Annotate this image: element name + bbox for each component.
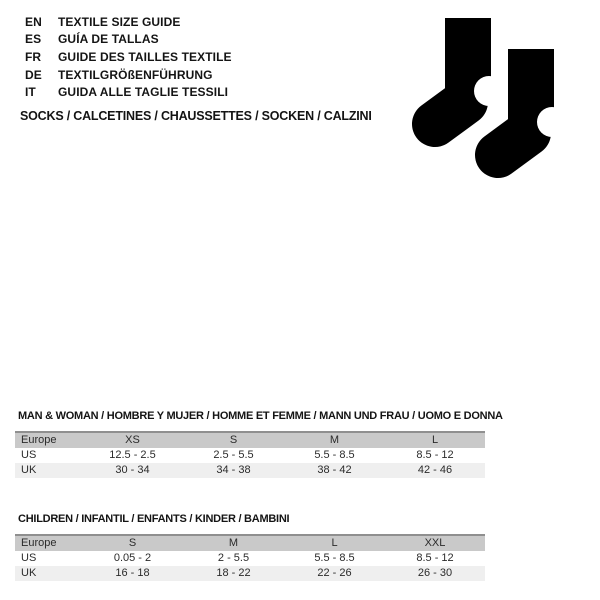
- size-value: 18 - 22: [216, 567, 251, 579]
- language-title: GUIDA ALLE TAGLIE TESSILI: [58, 85, 229, 100]
- column-header-size: L: [331, 537, 338, 549]
- language-row-de: [25, 66, 232, 84]
- table-header-row: [15, 535, 485, 551]
- column-header-region: Europe: [21, 434, 57, 446]
- sock-back: [435, 18, 491, 124]
- size-value: 5.5 - 8.5: [314, 552, 355, 564]
- language-row-it: [25, 83, 232, 101]
- row-label: US: [21, 552, 37, 564]
- language-list: [25, 13, 232, 101]
- product-category-title: SOCKS / CALCETINES / CHAUSSETTES / SOCKEN / CALZINI: [20, 109, 372, 123]
- column-header-region: Europe: [21, 537, 57, 549]
- size-value: 12.5 - 2.5: [109, 449, 156, 461]
- adults-size-table: [15, 431, 485, 478]
- language-title: GUIDE DES TAILLES TEXTILE: [58, 49, 232, 64]
- language-row-en: [25, 13, 232, 31]
- language-row-fr: [25, 48, 232, 66]
- size-value: 8.5 - 12: [416, 449, 454, 461]
- language-title: TEXTILGRÖßENFÜHRUNG: [58, 67, 213, 82]
- size-value: 2.5 - 5.5: [213, 449, 254, 461]
- size-value: 8.5 - 12: [416, 552, 454, 564]
- language-title: TEXTILE SIZE GUIDE: [58, 14, 181, 29]
- column-header-size: L: [431, 434, 439, 446]
- language-code: ES: [25, 32, 42, 47]
- table-header-row: [15, 432, 485, 448]
- language-code: IT: [25, 85, 36, 100]
- children-table-title: CHILDREN / INFANTIL / ENFANTS / KINDER / BAMBINI: [18, 513, 290, 525]
- column-header-size: S: [128, 537, 137, 549]
- row-label: UK: [21, 464, 37, 476]
- language-code: FR: [25, 49, 42, 64]
- sock-back-heel-cutout: [474, 76, 504, 106]
- size-value: 5.5 - 8.5: [314, 449, 355, 461]
- size-value: 2 - 5.5: [217, 552, 250, 564]
- sock-front-heel-cutout: [537, 107, 567, 137]
- language-code: DE: [25, 67, 42, 82]
- column-header-size: S: [229, 434, 238, 446]
- row-label: US: [21, 449, 37, 461]
- socks-icon: [405, 10, 570, 185]
- row-label: UK: [21, 567, 37, 579]
- column-header-size: M: [228, 537, 239, 549]
- column-header-size: XS: [125, 434, 140, 446]
- table-row-us: [15, 551, 485, 566]
- size-value: 30 - 34: [115, 464, 150, 476]
- adults-table-title: MAN & WOMAN / HOMBRE Y MUJER / HOMME ET FEMME / MANN UND FRAU / UOMO E DONNA: [18, 410, 503, 422]
- table-row-us: [15, 448, 485, 463]
- size-value: 22 - 26: [317, 567, 352, 579]
- size-value: 42 - 46: [417, 464, 453, 476]
- size-value: 0.05 - 2: [113, 552, 152, 564]
- size-value: 34 - 38: [216, 464, 251, 476]
- adults-size-section: [15, 409, 503, 478]
- table-row-uk: [15, 566, 485, 581]
- sock-front: [498, 49, 554, 155]
- language-title: GUÍA DE TALLAS: [58, 32, 159, 47]
- column-header-size: XXL: [424, 537, 446, 549]
- children-size-section: [15, 512, 485, 581]
- language-code: EN: [25, 14, 42, 29]
- size-value: 26 - 30: [417, 567, 453, 579]
- language-row-es: [25, 31, 232, 49]
- table-row-uk: [15, 463, 485, 478]
- size-value: 16 - 18: [115, 567, 150, 579]
- children-size-table: [15, 534, 485, 581]
- column-header-size: M: [329, 434, 340, 446]
- size-value: 38 - 42: [317, 464, 352, 476]
